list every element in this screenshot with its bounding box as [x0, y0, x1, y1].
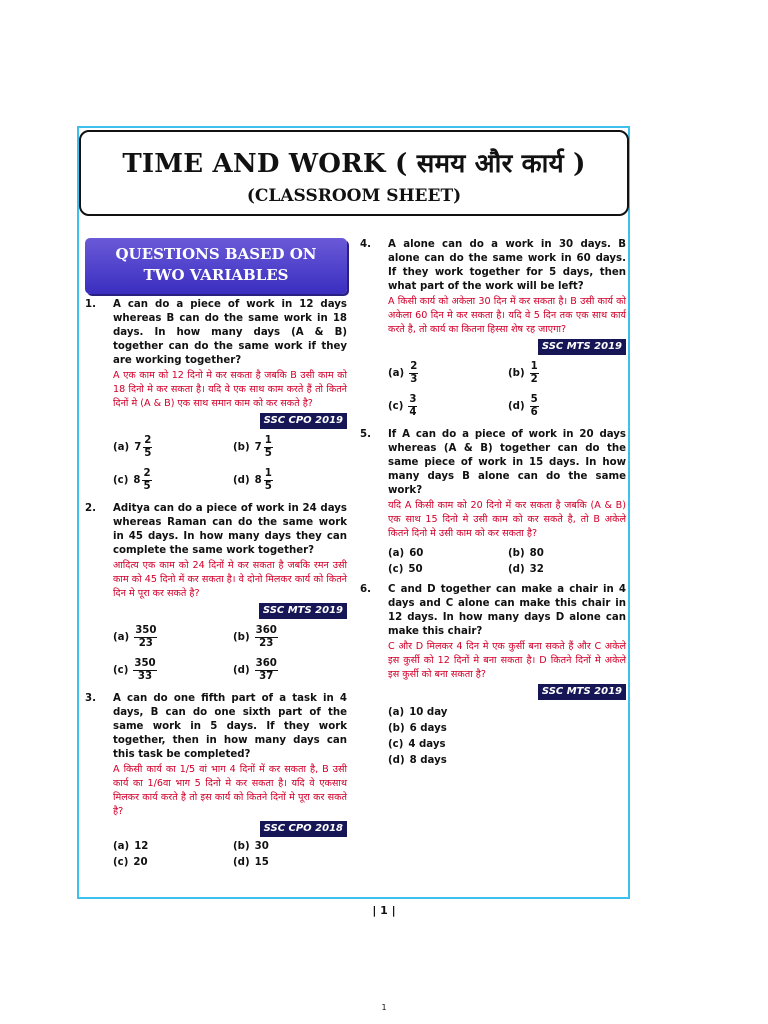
exam-tag-row — [113, 821, 347, 837]
question-hindi: A किसी कार्य को अकेला 30 दिन में कर सकता है। B उसी कार्य को अकेला 60 दिन मे कर सकता है। यदि वे 5 दिन तक एक साथ कार्य करते है, तो कार्य का कितना हिस्सा शेष रह जाएगा? — [388, 296, 626, 335]
exam-tag-row — [388, 684, 626, 700]
option-value: 15 — [254, 857, 269, 868]
fraction-numerator: 350 — [134, 658, 156, 669]
option-b[interactable] — [508, 361, 628, 386]
option-value: 6 days — [409, 723, 447, 734]
option-label: (a) — [113, 631, 130, 643]
page-subtitle: (CLASSROOM SHEET) — [246, 186, 462, 206]
right-column — [360, 238, 626, 774]
option-label: (b) — [233, 631, 250, 643]
option-value: 10 day — [409, 707, 448, 718]
question-number: 6. — [360, 584, 371, 595]
option-a[interactable] — [388, 361, 508, 386]
fraction-numerator: 1 — [264, 435, 272, 446]
option-label: (c) — [388, 564, 404, 575]
option-fraction — [142, 468, 151, 493]
option-label: (a) — [388, 707, 405, 718]
fraction-denominator: 5 — [264, 481, 272, 492]
option-fraction — [143, 435, 152, 460]
fraction-denominator: 5 — [143, 481, 151, 492]
exam-tag-row — [388, 339, 626, 355]
option-a[interactable] — [388, 547, 508, 561]
page-title: TIME AND WORK ( समय और कार्य ) — [122, 149, 586, 179]
question-hindi: C और D मिलकर 4 दिन मे एक कुर्सी बना सकते हैं और C अकेले इस कुर्सी को 12 दिनों मे बना सकता है। D कितने दिनों मे अकेले इस कुर्सी को बना सकता है? — [388, 641, 626, 680]
options-grid — [388, 358, 626, 422]
question-english: Aditya can do a piece of work in 24 days whereas Raman can do the same work in 45 days. In how many days they can complete the same work together? — [113, 503, 347, 556]
options-grid — [113, 622, 347, 686]
fraction-numerator: 2 — [143, 468, 151, 479]
fraction-denominator: 3 — [410, 374, 418, 385]
option-d[interactable] — [233, 856, 353, 870]
left-column — [85, 298, 347, 876]
option-label: (d) — [233, 474, 250, 486]
section-line-2: TWO VARIABLES — [143, 266, 289, 284]
question-hindi: A किसी कार्य का 1/5 वां भाग 4 दिनों में कर सकता है, B उसी कार्य का 1/6वा भाग 5 दिनो मे कर सकता है। यदि वे एकसाथ मिलकर कार्य करते है तो इस कार्य को कितने दिनों मे पूरा कर सकते है? — [113, 764, 347, 817]
exam-tag: SSC MTS 2019 — [538, 339, 626, 355]
fraction-denominator: 5 — [144, 448, 152, 459]
option-label: (d) — [388, 755, 405, 766]
question-english: A can do one fifth part of a task in 4 days, B can do one sixth part of the same work in 5 days. If they work together, then in how many days can this task be completed? — [113, 693, 347, 760]
question-hindi: आदित्य एक काम को 24 दिनों मे कर सकता है जबकि रमन उसी काम को 45 दिनो में कर सकता है। वे दोनो मिलकर कार्य को कितने दिन मे पूरा कर सकते है? — [113, 560, 347, 599]
exam-tag: SSC CPO 2019 — [260, 413, 347, 429]
option-c[interactable] — [113, 468, 233, 493]
option-fraction — [409, 361, 418, 386]
title-box — [79, 130, 629, 216]
exam-tag: SSC CPO 2018 — [260, 821, 347, 837]
option-a[interactable] — [388, 706, 626, 720]
option-label: (b) — [388, 723, 405, 734]
fraction-numerator: 5 — [530, 394, 538, 405]
option-c[interactable] — [388, 563, 508, 577]
exam-tag: SSC MTS 2019 — [259, 603, 347, 619]
option-fraction — [264, 468, 273, 493]
page-footer: | 1 | — [372, 904, 396, 917]
option-label: (d) — [508, 400, 525, 412]
option-label: (c) — [388, 739, 404, 750]
fraction-numerator: 360 — [255, 625, 277, 636]
option-c[interactable] — [388, 738, 626, 752]
question-item — [85, 502, 347, 686]
option-label: (c) — [388, 400, 404, 412]
option-label: (b) — [508, 367, 525, 379]
option-b[interactable] — [388, 722, 626, 736]
option-whole: 7 — [254, 441, 262, 453]
option-a[interactable] — [113, 625, 233, 650]
option-c[interactable] — [113, 856, 233, 870]
option-c[interactable] — [113, 658, 233, 683]
question-english: C and D together can make a chair in 4 days and C alone can make this chair in 12 days. In how many days D alone can make this chair? — [388, 584, 626, 637]
option-fraction — [255, 658, 278, 683]
fraction-denominator: 23 — [259, 638, 274, 649]
question-item — [360, 238, 626, 422]
option-fraction — [264, 435, 273, 460]
question-english: If A can do a piece of work in 20 days whereas (A & B) together can do the same piece of work in 15 days. In how many days B alone can do the same work? — [388, 429, 626, 496]
fraction-denominator: 37 — [259, 671, 274, 682]
option-value: 80 — [529, 548, 544, 559]
option-value: 30 — [254, 841, 269, 852]
fraction-numerator: 360 — [255, 658, 277, 669]
option-label: (b) — [233, 841, 250, 852]
question-hindi: A एक काम को 12 दिनो मे कर सकता है जबकि B उसी काम को 18 दिनो मे कर सकता है। यदि वे एक साथ काम करते हैं तो कितने दिनों मे (A & B) एक साथ समान काम को कर सकते है? — [113, 370, 347, 409]
option-a[interactable] — [113, 840, 233, 854]
option-label: (a) — [113, 441, 130, 453]
option-d[interactable] — [508, 563, 628, 577]
option-value: 8 days — [409, 755, 447, 766]
option-label: (d) — [233, 857, 250, 868]
fraction-denominator: 23 — [138, 638, 153, 649]
fraction-numerator: 1 — [264, 468, 272, 479]
fraction-denominator: 33 — [137, 671, 153, 682]
option-value: 12 — [134, 841, 149, 852]
option-label: (c) — [113, 664, 129, 676]
question-item — [85, 298, 347, 496]
question-number: 3. — [85, 693, 96, 704]
option-label: (d) — [508, 564, 525, 575]
question-number: 2. — [85, 503, 96, 514]
option-whole: 8 — [254, 474, 262, 486]
fraction-numerator: 2 — [410, 361, 418, 372]
fraction-denominator: 5 — [264, 448, 272, 459]
question-item — [85, 692, 347, 870]
option-label: (a) — [388, 367, 405, 379]
option-b[interactable] — [233, 435, 353, 460]
option-d[interactable] — [388, 754, 626, 768]
fraction-numerator: 2 — [144, 435, 152, 446]
option-fraction — [530, 394, 539, 419]
option-fraction — [255, 625, 278, 650]
option-value: 50 — [408, 564, 423, 575]
question-number: 5. — [360, 429, 371, 440]
section-line-1: QUESTIONS BASED ON — [115, 245, 317, 263]
options-grid — [388, 547, 626, 577]
option-fraction — [134, 625, 157, 650]
question-number: 4. — [360, 239, 371, 250]
option-fraction — [133, 658, 156, 683]
option-d[interactable] — [233, 658, 353, 683]
options-grid — [113, 432, 347, 496]
option-label: (c) — [113, 857, 129, 868]
option-value: 60 — [409, 548, 424, 559]
option-value: 4 days — [408, 739, 446, 750]
section-banner — [85, 238, 347, 294]
options-grid — [113, 840, 347, 870]
exam-tag-row — [113, 413, 347, 429]
options-grid — [388, 706, 626, 768]
option-d[interactable] — [233, 468, 353, 493]
exam-tag: SSC MTS 2019 — [538, 684, 626, 700]
option-label: (c) — [113, 474, 129, 486]
option-label: (b) — [233, 441, 250, 453]
option-whole: 8 — [133, 474, 141, 486]
question-item — [360, 583, 626, 768]
option-c[interactable] — [388, 394, 508, 419]
option-label: (a) — [113, 841, 130, 852]
option-b[interactable] — [233, 840, 353, 854]
question-english: A can do a piece of work in 12 days whereas B can do the same work in 18 days. In how many days (A & B) together can do the same work if they are working together? — [113, 299, 347, 366]
fraction-denominator: 6 — [530, 407, 538, 418]
question-item — [360, 428, 626, 577]
question-english: A alone can do a work in 30 days. B alone can do the same work in 60 days. If they work together for 5 days, then what part of the work will be left? — [388, 239, 626, 292]
option-b[interactable] — [233, 625, 353, 650]
option-label: (d) — [233, 664, 250, 676]
option-label: (b) — [508, 548, 525, 559]
question-hindi: यदि A किसी काम को 20 दिनो में कर सकता है जबकि (A & B) एक साथ 15 दिनो मे उसी काम को कर सकते है, तो B अकेले कितने दिनो मे उसी काम को कर सकता है? — [388, 500, 626, 539]
option-value: 20 — [133, 857, 148, 868]
option-b[interactable] — [508, 547, 628, 561]
fraction-denominator: 4 — [409, 407, 417, 418]
fraction-numerator: 1 — [530, 361, 538, 372]
option-label: (a) — [388, 548, 405, 559]
option-a[interactable] — [113, 435, 233, 460]
fraction-numerator: 3 — [409, 394, 417, 405]
fraction-denominator: 2 — [530, 374, 538, 385]
fraction-numerator: 350 — [135, 625, 157, 636]
option-fraction — [408, 394, 417, 419]
page-number: 1 — [381, 1003, 387, 1012]
question-number: 1. — [85, 299, 96, 310]
option-d[interactable] — [508, 394, 628, 419]
option-whole: 7 — [134, 441, 142, 453]
exam-tag-row — [113, 603, 347, 619]
option-fraction — [530, 361, 539, 386]
option-value: 32 — [529, 564, 544, 575]
